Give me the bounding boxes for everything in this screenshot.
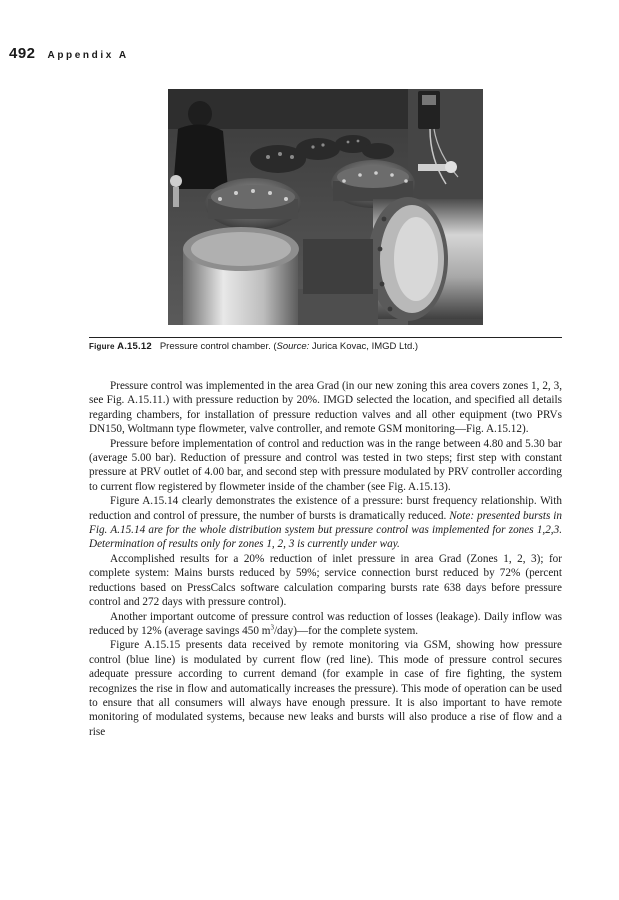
- paragraph: Pressure before implementation of control and reduction was in the range between 4.80 and 5.30 bar (average 5.00 bar). Reduction of pressure and control was tested in two steps; first step with constant pressure at PRV outlet of 4.00 bar, and second step with pressure modulated by PRV controller according to current flow registered by flowmeter inside of the chamber (see Fig. A.15.13).: [89, 437, 562, 493]
- body-text: [89, 379, 562, 739]
- figure-label-prefix: Figure: [89, 342, 115, 351]
- figure-label: [89, 341, 152, 352]
- caption-rule: [89, 337, 562, 338]
- page-header: [9, 45, 129, 62]
- paragraph-text: Another important outcome of pressure control was reduction of losses (leakage). Daily inflow was reduced by 12% (average savings 450 m: [89, 610, 562, 637]
- caption-source-label: Source:: [276, 341, 310, 352]
- paragraph: [89, 610, 562, 639]
- caption-text: [160, 341, 418, 352]
- paragraph: Figure A.15.15 presents data received by remote monitoring via GSM, showing how pressure control (blue line) is modulated by current flow (red line). This mode of pressure control secures adequate pressure according to current demand (for example in case of fire fighting, the system recognizes the rise in flow and automatically increases the pressure). This mode of operation can be used to ensure that all consumers will always have enough pressure. It is also important to have remote monitoring of modulated systems, because new leaks and bursts will also produce a rise of flow and a rise: [89, 639, 562, 738]
- figure-label-number: A.15.12: [117, 341, 152, 352]
- paragraph: Pressure control was implemented in the area Grad (in our new zoning this area covers zones 1, 2, 3, see Fig. A.15.11.) with pressure reduction by 20%. IMGD selected the location, and specified all details regarding chambers, for installation of pressure reduction valves and all other equipment (two PRVs DN150, Woltmann type flowmeter, valve controller, and remote GSM monitoring—Fig. A.15.12).: [89, 380, 562, 436]
- paragraph: Accomplished results for a 20% reduction of inlet pressure in area Grad (Zones 1, 2, 3); for complete system: Mains bursts reduced by 59%; service connection burst reduced by 72% (percent reductions based on PressCalcs software calculation comparing bursts rate 638 days before pressure control and 272 days with pressure control).: [89, 552, 562, 609]
- running-head: Appendix A: [47, 50, 129, 61]
- paragraph-note: Note: presented bursts in Fig. A.15.14 are for the whole distribution system but pressure control was implemented for zones 1,2,3. Determination of results only for zones 1, 2, 3 is currently under way.: [89, 509, 562, 551]
- caption-source: Jurica Kovac, IMGD Ltd.): [309, 341, 419, 352]
- paragraph-text: Figure A.15.14 clearly demonstrates the existence of a pressure: burst frequency relationship. With reduction and control of pressure, the number of bursts is dramatically reduced.: [89, 495, 562, 522]
- page-number: 492: [9, 45, 36, 62]
- figure-photo: [168, 89, 483, 325]
- caption-main: Pressure control chamber. (: [159, 341, 277, 352]
- paragraph-text-cont: /day)—for the complete system.: [273, 624, 419, 637]
- superscript: 3: [270, 623, 274, 632]
- paragraph: [89, 494, 562, 552]
- pressure-control-chamber-photo: [168, 89, 483, 325]
- figure-caption: [89, 341, 569, 352]
